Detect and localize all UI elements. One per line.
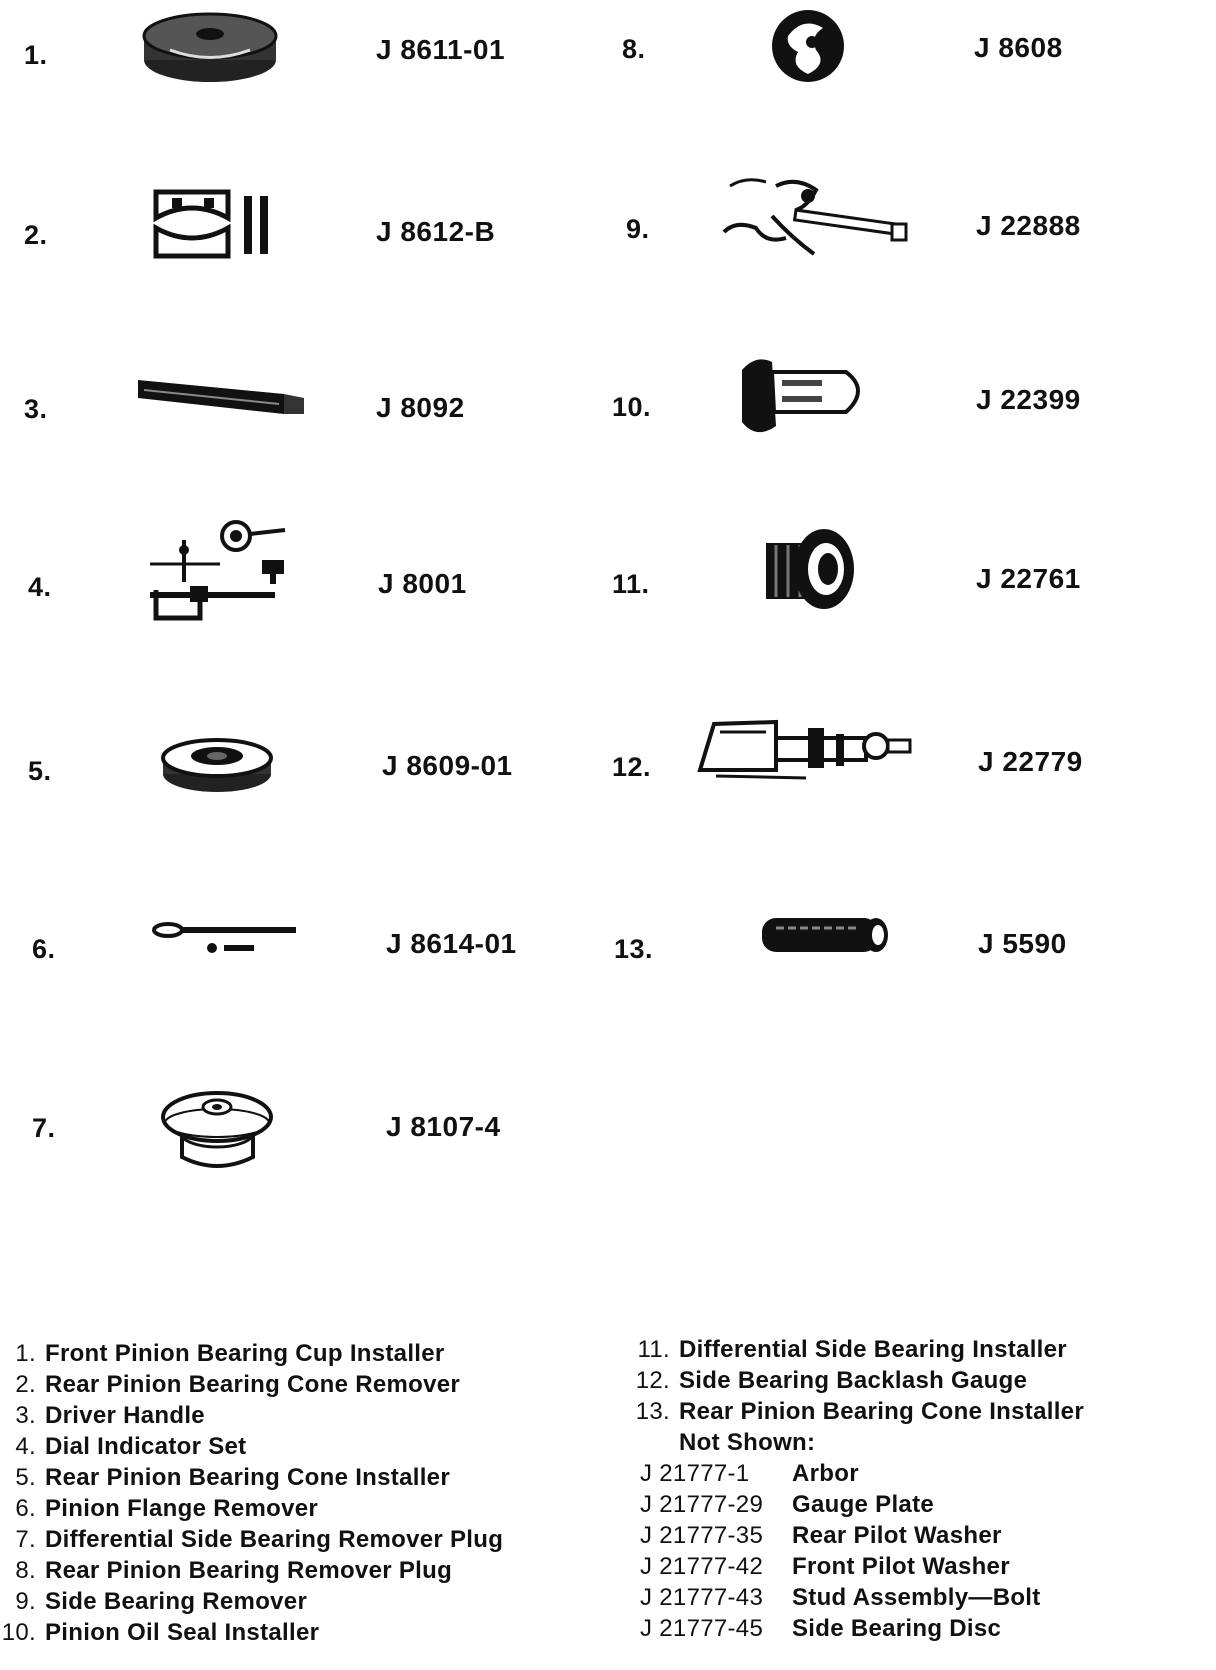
tool-row-7 [0,1075,600,1195]
tool-part-number: J 8107-4 [386,1111,501,1142]
tool-number: 9. [626,214,650,244]
tool-part-number: J 8001 [378,568,467,599]
tool-row-1 [0,0,600,120]
legend-item: 12. Side Bearing Backlash Gauge [635,1367,1028,1394]
legend-item: 4. Dial Indicator Set [15,1433,247,1460]
tool-part-number: J 8614-01 [386,928,517,959]
tool-row-12 [610,700,1210,820]
tool-part-number: J 8092 [376,392,465,423]
legend-item: 5. Rear Pinion Bearing Cone Installer [15,1464,450,1491]
tool-row-8 [610,0,1210,120]
tool-part-number: J 5590 [978,928,1067,959]
not-shown-item: J 21777-1 Arbor [640,1460,859,1487]
cone-installer-tube-icon [752,912,892,958]
tool-part-number: J 22888 [976,210,1081,241]
tool-legend-right [620,1334,1084,1458]
tool-part-number: J 22779 [978,746,1083,777]
flange-remover-icon [150,918,300,958]
not-shown-item: J 21777-35 Rear Pilot Washer [640,1522,1002,1549]
remover-plug-ball-icon [768,6,848,86]
tool-row-6 [0,908,600,1028]
not-shown-item: J 21777-45 Side Bearing Disc [640,1615,1002,1642]
not-shown-item: J 21777-43 Stud Assembly—Bolt [640,1584,1041,1611]
tool-number: 2. [24,220,48,250]
tool-number: 5. [28,756,52,786]
legend-item: 6. Pinion Flange Remover [15,1495,319,1522]
cup-installer-disc-icon [140,10,280,85]
tool-number: 10. [612,392,652,422]
tool-part-number: J 8611-01 [376,34,506,65]
legend-item: 7. Differential Side Bearing Remover Plug [15,1526,504,1553]
cone-installer-disc-icon [160,736,275,796]
tool-legend-left [0,1338,503,1648]
tool-number: 11. [612,569,650,599]
tool-row-10 [610,340,1210,460]
tool-part-number: J 22399 [976,384,1081,415]
tool-row-13 [610,880,1210,1000]
tool-number: 1. [24,40,48,70]
tool-number: 4. [28,572,52,602]
tool-part-number: J 22761 [976,563,1081,594]
not-shown-item: J 21777-42 Front Pilot Washer [640,1553,1010,1580]
tool-part-number: J 8612-B [376,216,496,247]
tool-row-4 [0,510,600,630]
bearing-installer-sleeve-icon [762,523,862,613]
legend-item: 13. Rear Pinion Bearing Cone Installer [635,1398,1084,1425]
tool-number: 8. [622,34,646,64]
bearing-puller-icon [716,166,916,266]
dial-indicator-set-icon [140,510,310,630]
legend-item: 3. Driver Handle [15,1402,205,1429]
not-shown-item: J 21777-29 Gauge Plate [640,1491,935,1518]
tool-part-number: J 8608 [974,32,1063,63]
tool-number: 12. [612,752,652,782]
not-shown-heading: Not Shown: [679,1429,816,1456]
tool-number: 7. [32,1113,56,1143]
cone-remover-clamp-icon [152,188,282,263]
remover-plug-icon [160,1083,275,1175]
not-shown-list [640,1458,1041,1644]
tool-row-9 [610,160,1210,280]
backlash-gauge-icon [696,714,916,784]
legend-item: 8. Rear Pinion Bearing Remover Plug [15,1557,453,1584]
legend-item: 10. Pinion Oil Seal Installer [1,1619,320,1646]
seal-installer-icon [736,350,876,440]
tool-number: 3. [24,394,48,424]
legend-item: 1. Front Pinion Bearing Cup Installer [15,1340,445,1367]
tool-row-5 [0,730,600,850]
tool-row-11 [610,515,1210,635]
tool-row-2 [0,180,600,300]
legend-item: 2. Rear Pinion Bearing Cone Remover [15,1371,461,1398]
driver-handle-icon [134,372,309,422]
tool-number: 6. [32,934,56,964]
legend-item: 9. Side Bearing Remover [15,1588,308,1615]
tool-number: 13. [614,934,654,964]
legend-item: 11. Differential Side Bearing Installer [637,1336,1067,1363]
tool-part-number: J 8609-01 [382,750,513,781]
tool-row-3 [0,360,600,480]
